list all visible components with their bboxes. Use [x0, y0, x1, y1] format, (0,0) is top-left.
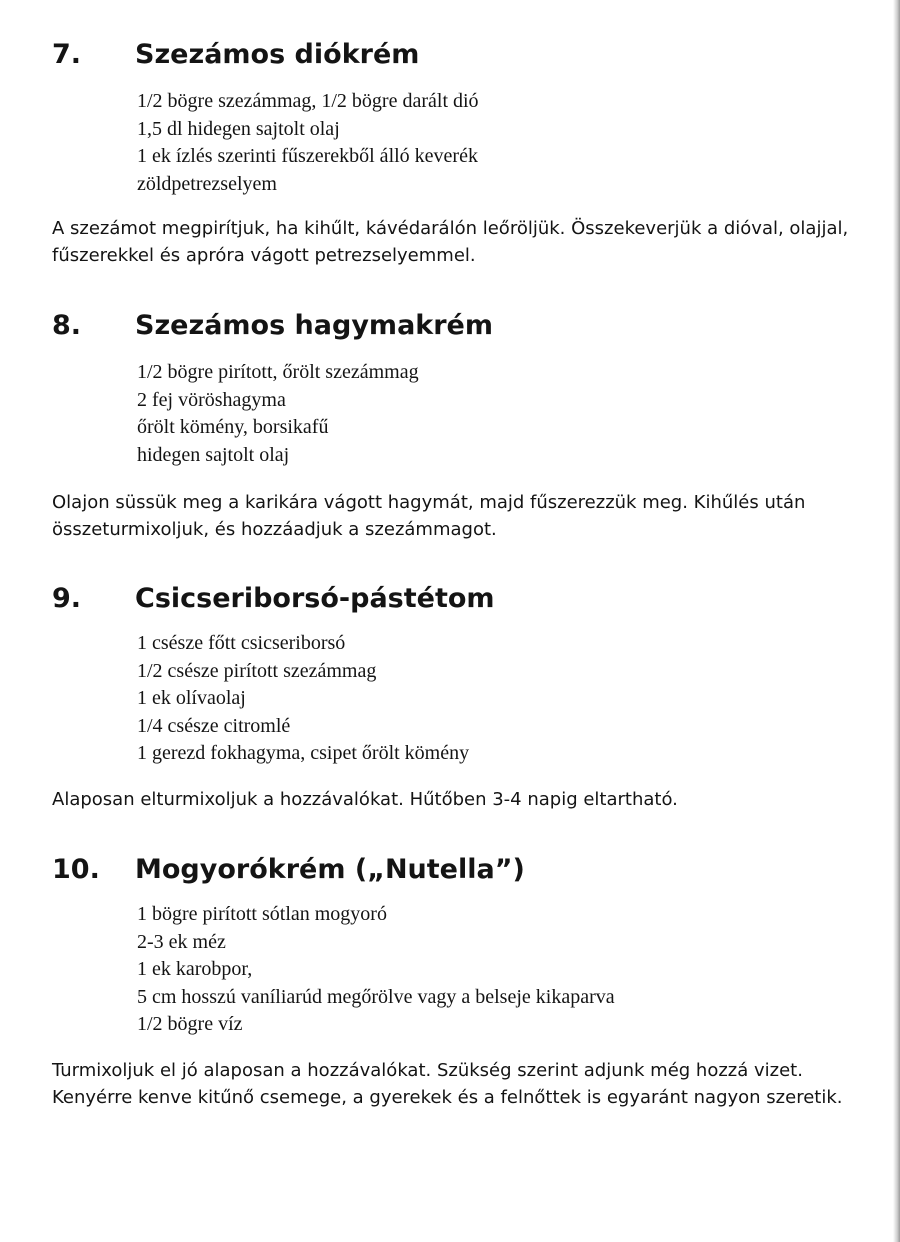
ingredient: 2-3 ek méz — [137, 930, 226, 953]
recipe-instructions: A szezámot megpirítjuk, ha kihűlt, kávédarálón leőröljük. Összekeverjük a dióval, olajjal, fűszerekkel és apróra vágott petrezselyemmel. — [52, 218, 849, 266]
ingredient: 1/2 bögre víz — [137, 1013, 243, 1036]
recipe-number: 8. — [52, 310, 82, 341]
ingredient: hidegen sajtolt olaj — [137, 443, 290, 466]
ingredient: 2 fej vöröshagyma — [137, 388, 286, 411]
ingredient: 1/2 bögre pirított, őrölt szezámmag — [137, 361, 419, 383]
recipe-title: Mogyorókrém („Nutella”) — [135, 854, 525, 885]
recipe-heading — [0, 306, 900, 346]
recipe-heading — [0, 35, 900, 75]
recipe-number: 10. — [52, 854, 100, 885]
ingredient: 1/4 csésze citromlé — [137, 714, 291, 737]
ingredient: őrölt kömény, borsikafű — [137, 416, 329, 439]
ingredient: 1,5 dl hidegen sajtolt olaj — [137, 117, 340, 140]
ingredient-list — [137, 901, 615, 1039]
ingredient: 1/2 bögre szezámmag, 1/2 bögre darált dió — [137, 90, 479, 112]
ingredient: 1 ek ízlés szerinti fűszerekből álló keverék — [137, 145, 478, 168]
recipe-number: 9. — [52, 583, 82, 614]
recipe-instructions: Alaposan elturmixoljuk a hozzávalókat. Hűtőben 3-4 napig eltartható. — [52, 789, 678, 810]
recipe-instructions: Turmixoljuk el jó alaposan a hozzávalókat. Szükség szerint adjunk még hozzá vizet. Kenyérre kenve kitűnő csemege, a gyerekek és a felnőttek is egyaránt nagyon szeretik. — [52, 1060, 843, 1108]
ingredient: 1 gerezd fokhagyma, csipet őrölt kömény — [137, 742, 470, 765]
ingredient-list — [137, 88, 479, 198]
ingredient: zöldpetrezselyem — [137, 172, 277, 195]
recipe-heading — [0, 850, 900, 890]
recipe-title: Szezámos diókrém — [135, 39, 420, 70]
ingredient: 1 bögre pirított sótlan mogyoró — [137, 903, 387, 925]
recipe-instructions: Olajon süssük meg a karikára vágott hagymát, majd fűszerezzük meg. Kihűlés után összeturmixoljuk, és hozzáadjuk a szezámmagot. — [52, 492, 806, 540]
ingredient-list — [137, 359, 419, 469]
ingredient: 1 ek olívaolaj — [137, 687, 246, 710]
recipe-heading — [0, 579, 900, 619]
page-edge — [893, 0, 900, 1242]
recipe-title: Csicseriborsó-pástétom — [135, 583, 495, 614]
ingredient: 1 csésze főtt csicseriborsó — [137, 632, 346, 654]
ingredient: 1/2 csésze pirított szezámmag — [137, 659, 377, 682]
ingredient-list — [137, 630, 469, 768]
ingredient: 5 cm hosszú vaníliarúd megőrölve vagy a belseje kikaparva — [137, 985, 615, 1008]
recipe-number: 7. — [52, 39, 82, 70]
ingredient: 1 ek karobpor, — [137, 958, 253, 981]
recipe-title: Szezámos hagymakrém — [135, 310, 494, 341]
